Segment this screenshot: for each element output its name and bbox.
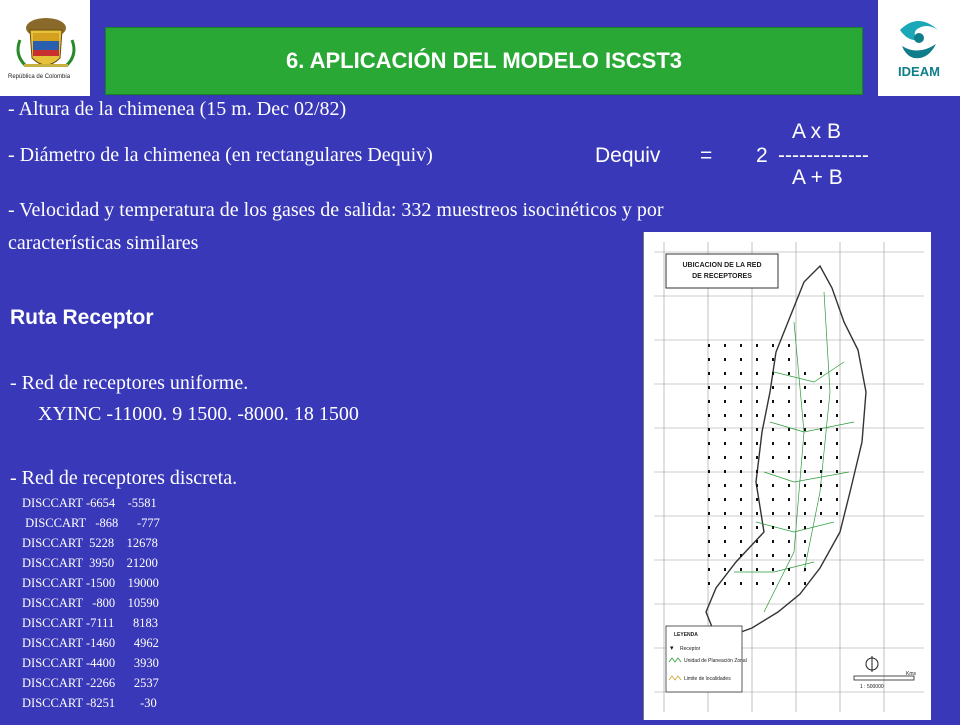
receptor-marker xyxy=(820,470,822,473)
legend-receptor-icon: ▾ xyxy=(670,645,674,652)
receptor-marker xyxy=(708,372,710,375)
line-altura: - Altura de la chimenea (15 m. Dec 02/82) xyxy=(8,98,347,120)
receptor-marker xyxy=(740,428,742,431)
colombia-logo xyxy=(0,0,90,96)
receptor-marker xyxy=(804,456,806,459)
disc-row: DISCCART -8251 -30 xyxy=(22,696,157,710)
receptor-marker xyxy=(756,568,758,571)
scale-label: 1 : 500000 xyxy=(860,684,884,690)
receptor-marker xyxy=(708,526,710,529)
receptor-marker xyxy=(740,386,742,389)
receptor-marker xyxy=(740,526,742,529)
receptor-marker xyxy=(756,540,758,543)
receptor-marker xyxy=(820,428,822,431)
title-bar xyxy=(105,27,863,95)
receptor-marker xyxy=(708,568,710,571)
receptor-marker xyxy=(740,554,742,557)
receptor-marker xyxy=(708,358,710,361)
receptor-marker xyxy=(772,428,774,431)
receptor-marker xyxy=(724,512,726,515)
receptor-marker xyxy=(724,442,726,445)
legend-item: Limite de localidades xyxy=(684,676,731,682)
receptor-marker xyxy=(756,400,758,403)
receptor-marker xyxy=(756,554,758,557)
receptor-marker xyxy=(724,414,726,417)
receptor-marker xyxy=(708,400,710,403)
disc-row: DISCCART -800 10590 xyxy=(22,596,159,610)
receptor-marker xyxy=(772,484,774,487)
disc-row: DISCCART 5228 12678 xyxy=(22,536,158,550)
receptor-marker xyxy=(804,554,806,557)
receptor-marker xyxy=(804,414,806,417)
receptor-marker xyxy=(772,554,774,557)
receptor-marker xyxy=(836,386,838,389)
disc-row: DISCCART -6654 -5581 xyxy=(22,496,157,510)
receptor-marker xyxy=(804,400,806,403)
receptor-marker xyxy=(804,568,806,571)
receptor-marker xyxy=(724,400,726,403)
receptor-marker xyxy=(772,568,774,571)
receptor-marker xyxy=(804,386,806,389)
receptor-marker xyxy=(836,414,838,417)
receptor-marker xyxy=(724,498,726,501)
receptor-marker xyxy=(788,498,790,501)
receptor-marker xyxy=(756,498,758,501)
receptor-marker xyxy=(708,386,710,389)
receptor-marker xyxy=(756,470,758,473)
receptor-marker xyxy=(756,512,758,515)
receptor-marker xyxy=(756,428,758,431)
receptor-marker xyxy=(708,484,710,487)
receptor-marker xyxy=(788,386,790,389)
formula-fraction-bar: ------------- xyxy=(778,144,869,167)
receptor-marker xyxy=(756,344,758,347)
receptor-marker xyxy=(772,456,774,459)
receptor-marker xyxy=(724,526,726,529)
receptor-marker xyxy=(772,512,774,515)
receptor-marker xyxy=(772,442,774,445)
receptor-marker xyxy=(724,456,726,459)
formula-eq: = xyxy=(700,144,713,167)
receptor-marker xyxy=(740,568,742,571)
receptor-marker xyxy=(788,554,790,557)
receptor-marker xyxy=(756,484,758,487)
receptor-map xyxy=(643,232,931,720)
receptor-marker xyxy=(788,400,790,403)
receptor-marker xyxy=(788,568,790,571)
receptor-marker xyxy=(772,414,774,417)
line-velocidad-2: características similares xyxy=(8,232,199,254)
receptor-marker xyxy=(740,582,742,585)
receptor-marker xyxy=(740,344,742,347)
receptor-marker xyxy=(724,428,726,431)
receptor-marker xyxy=(788,456,790,459)
receptor-marker xyxy=(708,470,710,473)
section-heading: Ruta Receptor xyxy=(10,306,154,329)
receptor-marker xyxy=(836,498,838,501)
receptor-marker xyxy=(804,582,806,585)
receptor-marker xyxy=(740,484,742,487)
receptor-marker xyxy=(804,372,806,375)
receptor-marker xyxy=(740,498,742,501)
disc-row: DISCCART -2266 2537 xyxy=(22,676,159,690)
disc-row: DISCCART -4400 3930 xyxy=(22,656,159,670)
formula-numerator: A x B xyxy=(792,120,842,143)
legend-title: LEYENDA xyxy=(674,632,698,638)
receptor-marker xyxy=(724,484,726,487)
ideam-swirl-icon xyxy=(878,0,960,96)
receptor-marker xyxy=(836,372,838,375)
logo-caption: República de Colombia xyxy=(8,74,71,80)
receptor-marker xyxy=(756,358,758,361)
receptor-marker xyxy=(756,526,758,529)
receptor-marker xyxy=(836,512,838,515)
receptor-marker xyxy=(820,456,822,459)
receptor-marker xyxy=(788,442,790,445)
disc-row: DISCCART 3950 21200 xyxy=(22,556,158,570)
disc-row: DISCCART -868 -777 xyxy=(22,516,160,530)
map-title-1: UBICACION DE LA RED xyxy=(682,262,762,269)
receptor-marker xyxy=(724,344,726,347)
receptor-marker xyxy=(708,540,710,543)
receptor-marker xyxy=(804,428,806,431)
receptor-marker xyxy=(708,554,710,557)
receptor-marker xyxy=(756,442,758,445)
receptor-marker xyxy=(708,498,710,501)
receptor-marker xyxy=(804,442,806,445)
receptor-marker xyxy=(820,484,822,487)
receptor-marker xyxy=(788,582,790,585)
receptor-marker xyxy=(772,344,774,347)
receptor-marker xyxy=(820,372,822,375)
formula-coef: 2 xyxy=(756,144,768,167)
legend-item: Unidad de Planeación Zonal xyxy=(684,658,747,664)
disc-row: DISCCART -7111 8183 xyxy=(22,616,158,630)
receptor-marker xyxy=(724,582,726,585)
receptor-marker xyxy=(804,526,806,529)
receptor-marker xyxy=(820,512,822,515)
coat-of-arms-icon xyxy=(0,0,90,96)
receptor-marker xyxy=(772,400,774,403)
formula-lhs: Dequiv xyxy=(595,144,661,167)
disc-row: DISCCART -1500 19000 xyxy=(22,576,159,590)
receptor-marker xyxy=(740,414,742,417)
receptor-marker xyxy=(724,358,726,361)
receptor-marker xyxy=(772,498,774,501)
receptor-marker xyxy=(788,414,790,417)
receptor-marker xyxy=(788,470,790,473)
receptor-marker xyxy=(772,470,774,473)
receptor-marker xyxy=(708,442,710,445)
receptor-marker xyxy=(740,470,742,473)
receptor-marker xyxy=(772,540,774,543)
receptor-marker xyxy=(724,568,726,571)
receptor-marker xyxy=(708,414,710,417)
receptor-marker xyxy=(708,456,710,459)
receptor-marker xyxy=(788,512,790,515)
receptor-marker xyxy=(740,540,742,543)
receptor-marker xyxy=(740,400,742,403)
receptor-marker xyxy=(772,582,774,585)
page-title: 6. APLICACIÓN DEL MODELO ISCST3 xyxy=(285,48,683,73)
receptor-marker xyxy=(788,484,790,487)
receptor-marker xyxy=(724,554,726,557)
receptor-marker xyxy=(724,386,726,389)
receptor-marker xyxy=(836,428,838,431)
receptor-marker xyxy=(708,344,710,347)
receptor-marker xyxy=(756,386,758,389)
receptor-marker xyxy=(788,526,790,529)
receptor-marker xyxy=(820,498,822,501)
receptor-marker xyxy=(740,442,742,445)
receptor-marker xyxy=(772,358,774,361)
receptor-marker xyxy=(740,358,742,361)
map-title-2: DE RECEPTORES xyxy=(692,273,752,280)
city-outline xyxy=(706,266,866,636)
receptor-marker xyxy=(804,512,806,515)
receptor-marker xyxy=(820,414,822,417)
receptor-marker xyxy=(788,372,790,375)
receptor-marker xyxy=(708,582,710,585)
receptor-marker xyxy=(724,470,726,473)
scale-unit: Kms xyxy=(906,671,916,677)
discrete-label: - Red de receptores discreta. xyxy=(10,467,238,489)
receptor-marker xyxy=(756,372,758,375)
receptor-marker xyxy=(820,442,822,445)
receptor-marker xyxy=(740,372,742,375)
receptor-marker xyxy=(740,512,742,515)
legend-item: Receptor xyxy=(680,646,701,652)
line-velocidad-1: - Velocidad y temperatura de los gases de salida: 332 muestreos isocinéticos y por xyxy=(8,199,664,221)
receptor-marker xyxy=(724,372,726,375)
receptor-marker xyxy=(772,372,774,375)
receptor-marker xyxy=(836,484,838,487)
receptor-marker xyxy=(820,400,822,403)
receptor-marker xyxy=(836,442,838,445)
receptor-marker xyxy=(724,540,726,543)
receptor-marker xyxy=(740,456,742,459)
disc-row: DISCCART -1460 4962 xyxy=(22,636,159,650)
uniform-label: - Red de receptores uniforme. xyxy=(10,372,249,394)
receptor-marker xyxy=(756,582,758,585)
receptor-marker xyxy=(708,428,710,431)
receptor-marker xyxy=(804,484,806,487)
ideam-label: IDEAM xyxy=(898,64,940,79)
receptor-marker xyxy=(772,386,774,389)
receptor-marker xyxy=(836,400,838,403)
receptor-marker xyxy=(804,498,806,501)
receptor-marker xyxy=(756,456,758,459)
receptor-marker xyxy=(772,526,774,529)
ideam-logo xyxy=(878,0,960,96)
receptor-marker xyxy=(788,344,790,347)
receptor-marker xyxy=(804,470,806,473)
uniform-code: XYINC -11000. 9 1500. -8000. 18 1500 xyxy=(38,403,359,425)
receptor-marker xyxy=(708,512,710,515)
map-drawing xyxy=(644,232,931,720)
formula-denominator: A + B xyxy=(792,166,843,189)
line-diametro: - Diámetro de la chimenea (en rectangulares Dequiv) xyxy=(8,144,433,166)
receptor-marker xyxy=(836,456,838,459)
receptor-marker xyxy=(788,428,790,431)
receptor-marker xyxy=(836,470,838,473)
receptor-marker xyxy=(788,358,790,361)
receptor-marker xyxy=(788,540,790,543)
receptor-marker xyxy=(756,414,758,417)
receptor-marker xyxy=(820,386,822,389)
receptor-marker xyxy=(804,540,806,543)
